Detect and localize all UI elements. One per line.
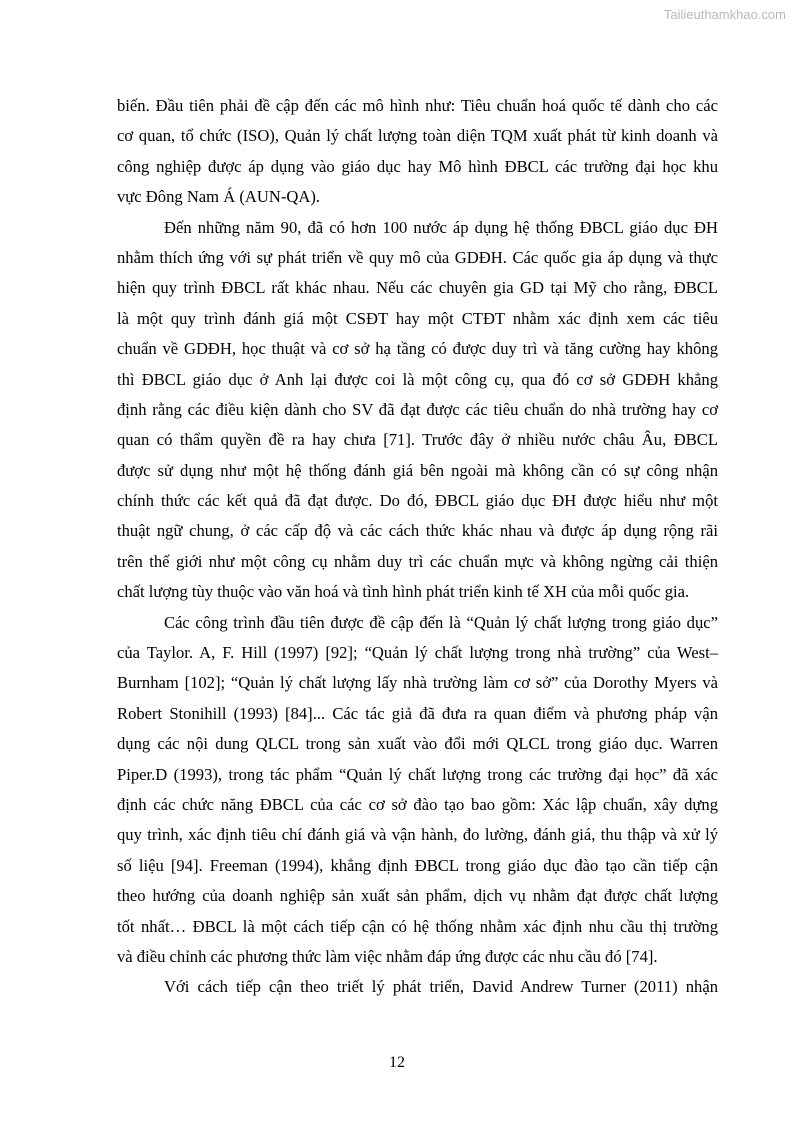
text-line: định rằng các điều kiện dành cho SV đã đạt được các tiêu chuẩn do nhà trường hay cơ (117, 399, 718, 419)
text-line: trên thế giới như một công cụ nhằm duy trì các chuẩn mực và không ngừng cải thiện (117, 551, 718, 571)
text-line: công nghiệp được áp dụng vào giáo dục hay Mô hình ĐBCL các trường đại học khu (117, 156, 718, 176)
document-body (117, 91, 718, 1003)
text-line: vực Đông Nam Á (AUN-QA). (117, 187, 321, 207)
text-line: thì ĐBCL giáo dục ở Anh lại được coi là một công cụ, qua đó cơ sở GDĐH khẳng (117, 369, 718, 389)
text-line: quan có thẩm quyền đề ra hay chưa [71]. Trước đây ở nhiều nước châu Âu, ĐBCL (117, 430, 718, 450)
text-line: Robert Stonihill (1993) [84]... Các tác giả đã đưa ra quan điểm và phương pháp vận (117, 703, 718, 723)
watermark: Tailieuthamkhao.com (663, 7, 786, 22)
text-line: số liệu [94]. Freeman (1994), khẳng định ĐBCL trong giáo dục đào tạo cần tiếp cận (117, 855, 718, 875)
text-line: Burnham [102]; “Quản lý chất lượng lấy nhà trường làm cơ sở” của Dorothy Myers và (117, 673, 718, 693)
text-line: quy trình, xác định tiêu chí đánh giá và vận hành, đo lường, đánh giá, thu thập và xử lý (117, 825, 718, 845)
paragraph-3 (117, 608, 718, 973)
paragraph-4 (117, 972, 718, 1002)
paragraph-1 (117, 91, 718, 213)
text-line: hiện quy trình ĐBCL rất khác nhau. Nếu các chuyên gia GD tại Mỹ cho rằng, ĐBCL (117, 278, 718, 298)
text-line: định các chức năng ĐBCL của các cơ sở đào tạo bao gồm: Xác lập chuẩn, xây dựng (117, 794, 718, 814)
text-line: là một quy trình đánh giá một CSĐT hay một CTĐT nhằm xác định xem các tiêu (117, 308, 718, 328)
text-line: tốt nhất… ĐBCL là một cách tiếp cận có hệ thống nhằm xác định nhu cầu thị trường (117, 916, 718, 936)
text-line: thuật ngữ chung, ở các cấp độ và các cách thức khác nhau và được áp dụng rộng rãi (117, 521, 718, 541)
text-line: Các công trình đầu tiên được đề cập đến là “Quản lý chất lượng trong giáo dục” (164, 612, 718, 632)
text-line: biến. Đầu tiên phải đề cập đến các mô hình như: Tiêu chuẩn hoá quốc tế dành cho các (117, 96, 718, 115)
text-line: chất lượng tùy thuộc vào văn hoá và tình hình phát triển kinh tế XH của mỗi quốc gia. (117, 582, 690, 602)
text-line: theo hướng của doanh nghiệp sản xuất sản phẩm, dịch vụ nhằm đạt được chất lượng (117, 886, 718, 906)
text-line: Đến những năm 90, đã có hơn 100 nước áp dụng hệ thống ĐBCL giáo dục ĐH (164, 217, 718, 237)
paragraph-2 (117, 213, 718, 608)
text-line: Piper.D (1993), trong tác phẩm “Quản lý chất lượng trong các trường đại học” đã xác (117, 764, 718, 784)
text-line: Với cách tiếp cận theo triết lý phát triển, David Andrew Turner (2011) nhận (164, 977, 718, 997)
text-line: dụng các nội dung QLCL trong sản xuất vào đổi mới QLCL trong giáo dục. Warren (117, 734, 718, 754)
text-line: được sử dụng như một hệ thống đánh giá bên ngoài mà không cần có sự công nhận (117, 460, 718, 480)
text-line: và điều chỉnh các phương thức làm việc nhằm đáp ứng được các nhu cầu đó [74]. (117, 946, 658, 966)
text-line: chuẩn về GDĐH, học thuật và cơ sở hạ tầng có được duy trì và tăng cường hay không (117, 339, 718, 359)
text-line: cơ quan, tổ chức (ISO), Quản lý chất lượng toàn diện TQM xuất phát từ kinh doanh và (117, 126, 718, 146)
text-line: nhằm thích ứng với sự phát triển về quy mô của GDĐH. Các quốc gia áp dụng và thực (117, 247, 718, 267)
text-line: của Taylor. A, F. Hill (1997) [92]; “Quản lý chất lượng trong nhà trường” của West– (117, 643, 718, 663)
text-line: chính thức các kết quả đã đạt được. Do đó, ĐBCL giáo dục ĐH được hiểu như một (117, 491, 718, 511)
page-number: 12 (389, 1054, 405, 1071)
